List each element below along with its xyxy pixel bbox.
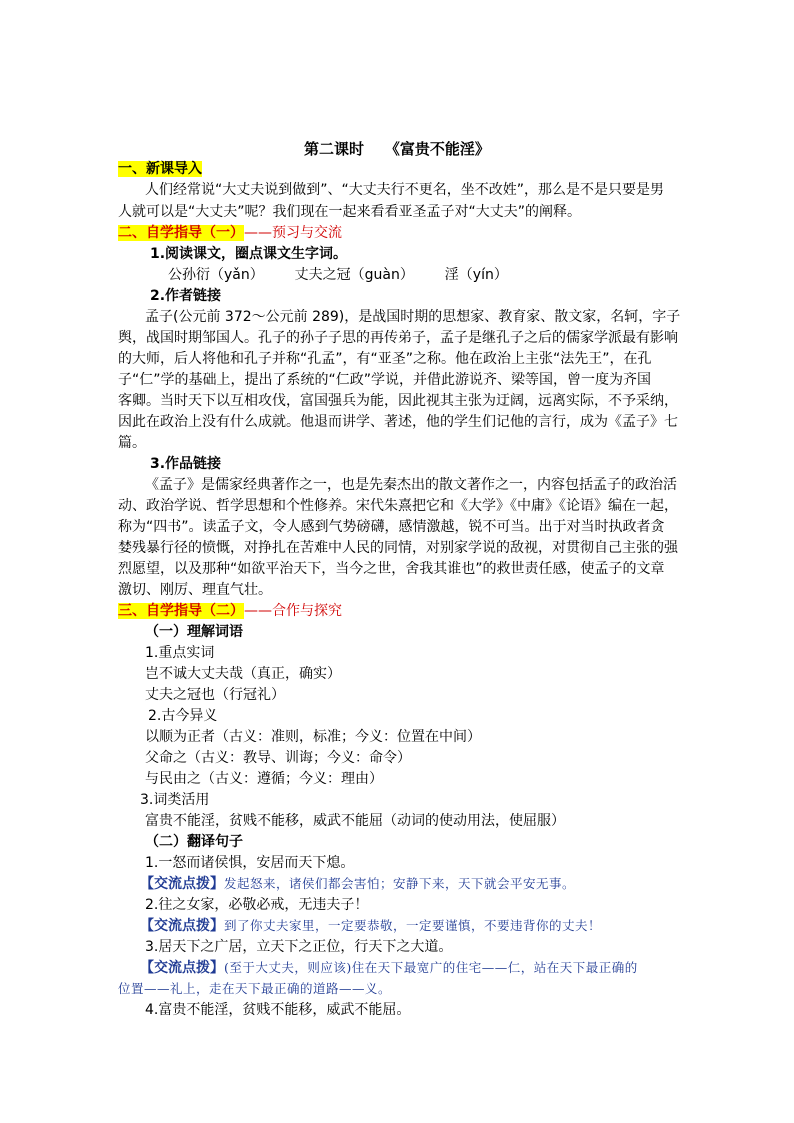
example-line: 富贵不能淫，贫贱不能移，威武不能屈（动词的使动用法，使屈服） [145,813,565,829]
answer-line [118,979,391,999]
translate-sentence: 1.一怒而诸侯惧，安居而天下熄。 [145,855,355,871]
paragraph-line: 舆，战国时期邹国人。孔子的孙子子思的再传弟子，孟子是继孔子之后的儒家学派最有影响 [118,330,678,346]
paragraph-line: 篇。 [118,435,146,451]
item-heading: 1.阅读课文，圈点课文生字词。 [150,246,348,262]
sub-heading: 3.词类活用 [140,792,210,808]
section-heading-3 [118,601,342,621]
example-line: 岂不诚大丈夫哉（真正，确实） [145,666,341,682]
translate-sentence: 3.居天下之广居，立天下之正位，行天下之大道。 [145,939,453,955]
paragraph-line: 动、政治学说、哲学思想和个性修养。宋代朱熹把它和《大学》《中庸》《论语》编在一起， [118,498,678,514]
section-heading-2 [118,223,342,243]
paragraph-line: 激切、刚厉、理直气壮。 [118,582,272,598]
translate-sentence: 2.往之女家，必敬必戒，无违夫子！ [145,897,369,913]
paragraph-line: 的大师，后人将他和孔子并称“孔孟”，有“亚圣”之称。他在政治上主张“法先王”，在孔 [118,351,652,367]
part-heading: （一）理解词语 [145,624,243,640]
answer-line [140,916,601,936]
answer-tag: 【交流点拨】 [140,876,224,892]
item-heading: 3.作品链接 [150,456,222,472]
paragraph-line: 客卿。当时天下以互相攻伐，富国强兵为能，因此视其主张为迂阔，远离实际，不予采纳， [118,393,678,409]
answer-text: 到了你丈夫家里，一定要恭敬，一定要谨慎，不要违背你的丈夫！ [224,918,602,933]
example-line: 以顺为正者（古义：准则，标准；今义：位置在中间） [145,729,481,745]
sub-heading: 2.古今异义 [148,708,218,724]
answer-text: 发起怒来，诸侯们都会害怕；安静下来，天下就会平安无事。 [224,876,576,891]
paragraph-line: 孟子(公元前 372～公元前 289)，是战国时期的思想家、教育家、散文家，名轲，字子 [145,309,681,325]
vocab-words [168,265,508,285]
paragraph-line: 婪残暴行径的愤慨，对挣扎在苦难中人民的同情，对别家学说的敌视，对贯彻自己主张的强 [118,540,678,556]
section-subtitle: ——预习与交流 [244,225,342,241]
paragraph-line: 人们经常说“大丈夫说到做到”、“大丈夫行不更名，坐不改姓”，那么是不是只要是男 [145,182,665,198]
paragraph-line: 人就可以是“大丈夫”呢？我们现在一起来看看亚圣孟子对“大丈夫”的阐释。 [118,204,582,220]
answer-tag: 【交流点拨】 [140,960,224,976]
paragraph-line: 因此在政治上没有什么成就。他退而讲学、著述，他的学生们记他的言行，成为《孟子》七 [118,414,678,430]
vocab-word: 公孙衍（yǎn） [168,267,264,283]
paragraph-line: 子“仁”学的基础上，提出了系统的“仁政”学说，并借此游说齐、梁等国，曾一度为齐国 [118,372,652,388]
page-title: 第二课时 《富贵不能淫》 [304,140,490,158]
section-subtitle: ——合作与探究 [244,603,342,619]
paragraph-line: 称为“四书”。读孟子文，令人感到气势磅礴，感情激越，锐不可当。出于对当时执政者贪 [118,519,665,535]
section-heading-text: 一、新课导入 [118,161,202,177]
translate-sentence: 4.富贵不能淫，贫贱不能移，威武不能屈。 [145,1002,411,1018]
vocab-word: 淫（yín） [444,267,508,283]
answer-line [140,874,575,894]
paragraph-line: 烈愿望，以及那种“如欲平治天下，当今之世，舍我其谁也”的救世责任感，使孟子的文章 [118,561,665,577]
example-line: 丈夫之冠也（行冠礼） [145,687,285,703]
answer-text: 位置——礼上，走在天下最正确的道路——义。 [118,981,392,996]
paragraph-line: 《孟子》是儒家经典著作之一，也是先秦杰出的散文著作之一，内容包括孟子的政治活 [145,477,677,493]
section-heading-text: 二、自学指导（一） [118,225,244,241]
example-line: 父命之（古义：教导、训诲；今义：命令） [145,750,411,766]
sub-heading: 1.重点实词 [145,645,215,661]
vocab-word: 丈夫之冠（guàn） [294,267,414,283]
part-heading: （二）翻译句子 [145,834,243,850]
example-line: 与民由之（古义：遵循；今义：理由） [145,771,383,787]
item-heading: 2.作者链接 [150,288,222,304]
section-heading-1 [118,159,202,179]
answer-tag: 【交流点拨】 [140,918,224,934]
answer-text: (至于大丈夫，则应该)住在天下最宽广的住宅——仁，站在天下最正确的 [224,960,638,975]
section-heading-text: 三、自学指导（二） [118,603,244,619]
answer-line [140,958,638,978]
